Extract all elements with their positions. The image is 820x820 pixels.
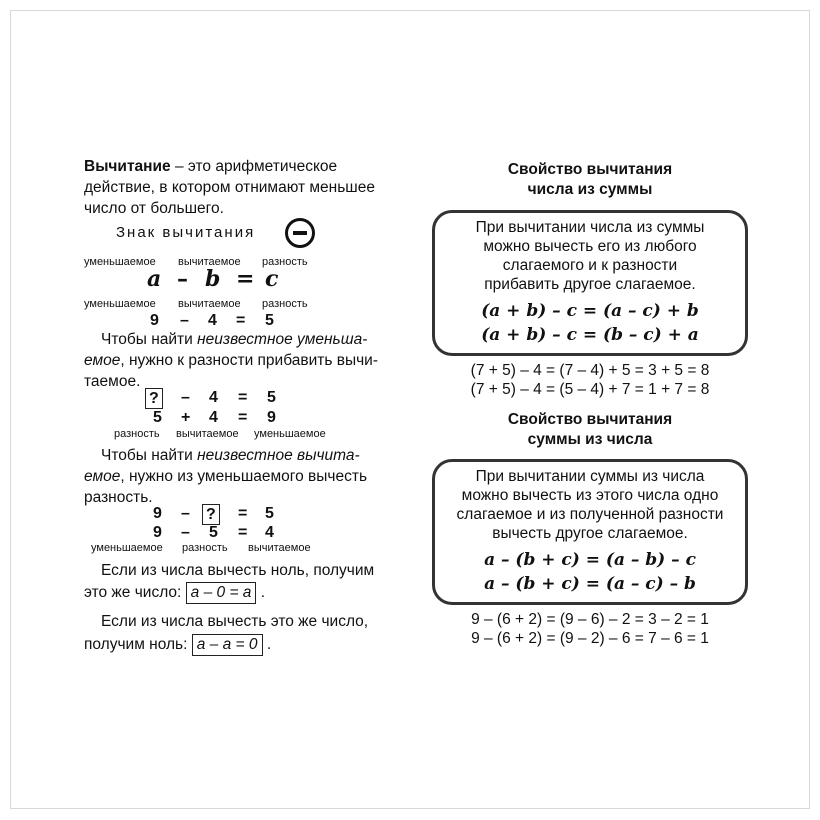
example1-b: 4 [208,312,217,329]
example3-row2-a: 9 [153,524,162,541]
same-rule-line-2: получим ноль: a – a = 0 . [84,634,271,656]
definition-line-2: действие, в котором отнимают меньшее [84,179,375,196]
example3-row1-c: 5 [265,505,274,522]
rule-minuend-line-1: Чтобы найти неизвестное уменьша- [101,331,368,348]
rule-subtrahend-line-3: разность. [84,489,153,506]
example2-row2-b: 4 [209,409,218,426]
zero-rule-line-2: это же число: a – 0 = a . [84,582,265,604]
formula-a: a [147,266,162,292]
example3-row2-op: – [181,524,190,541]
property1-example-2: (7 + 5) – 4 = (5 – 4) + 7 = 1 + 7 = 8 [470,381,710,398]
term-subtrahend: вычитаемое [248,542,311,554]
unknown-minuend-box: ? [145,388,163,409]
property2-card [432,459,748,605]
example2-row2-op: + [181,409,191,426]
example2-row1-b: 4 [209,389,218,406]
formula-c: c [265,266,279,292]
example3-row1-op: – [181,505,190,522]
property2-example-1: 9 – (6 + 2) = (9 – 6) – 2 = 3 – 2 = 1 [471,611,709,628]
example3-row1-eq: = [238,505,248,522]
formula-minus: – [177,266,188,292]
rule-minuend-line-2: емое, нужно к разности прибавить вычи- [84,352,378,369]
zero-rule-line-1: Если из числа вычесть ноль, получим [101,562,375,579]
rule-subtrahend-line-1: Чтобы найти неизвестное вычита- [101,447,360,464]
example3-row1-a: 9 [153,505,162,522]
rule-subtrahend-line-2: емое, нужно из уменьшаемого вычесть [84,468,368,485]
definition-line-3: число от большего. [84,200,224,217]
property2-formula-2: a – (b + c) = (a – c) – b [484,574,696,594]
example1-a: 9 [150,312,159,329]
example2-row2-c: 9 [267,409,276,426]
term-subtrahend: вычитаемое [178,256,241,268]
definition-term: Вычитание [84,158,171,175]
property2-formula-1: a – (b + c) = (a – b) – c [484,550,696,570]
property1-heading: Свойство вычитания числа из суммы [507,161,673,198]
formula-b: b [205,266,221,292]
property1-example-1: (7 + 5) – 4 = (7 – 4) + 5 = 3 + 5 = 8 [470,362,710,379]
term-subtrahend: вычитаемое [176,428,239,440]
example2-row1-op: – [181,389,190,406]
same-rule-formula: a – a = 0 [192,634,263,656]
example2-row2-a: 5 [153,409,162,426]
example1-eq: = [236,312,246,329]
example2-row2-eq: = [238,409,248,426]
example3-row2-c: 4 [265,524,274,541]
unknown-subtrahend-box: ? [202,504,220,525]
example2-row1-c: 5 [267,389,276,406]
term-minuend: уменьшаемое [91,542,163,554]
term-minuend: уменьшаемое [84,256,156,268]
definition-line-1: Вычитание – это арифметическое [84,158,338,175]
minus-circle-icon [285,218,315,248]
property2-example-2: 9 – (6 + 2) = (9 – 2) – 6 = 7 – 6 = 1 [471,630,709,647]
property2-text: При вычитании суммы из числа можно вычесть из этого числа одно слагаемое и из полученной разности вычесть другое слагаемое. [456,468,724,542]
term-subtrahend: вычитаемое [178,298,241,310]
term-difference: разность [114,428,160,440]
property1-formula-2: (a + b) – c = (b – c) + a [481,325,699,345]
same-rule-line-1: Если из числа вычесть это же число, [101,613,369,630]
property2-heading: Свойство вычитания суммы из числа [507,411,673,448]
rule-minuend-line-3: таемое. [84,373,141,390]
term-difference: разность [262,256,308,268]
example2-row1-eq: = [238,389,248,406]
term-difference: разность [182,542,228,554]
zero-rule-formula: a – 0 = a [186,582,257,604]
term-minuend: уменьшаемое [84,298,156,310]
property1-card [432,210,748,356]
term-difference: разность [262,298,308,310]
example3-row2-eq: = [238,524,248,541]
property1-text: При вычитании числа из суммы можно вычесть его из любого слагаемого и к разности прибавить другое слагаемое. [475,219,705,293]
example3-row2-b: 5 [209,524,218,541]
sign-label: Знак вычитания [116,224,256,241]
example1-c: 5 [265,312,274,329]
formula-eq: = [236,266,255,292]
term-minuend: уменьшаемое [254,428,326,440]
example1-op: – [180,312,189,329]
property1-formula-1: (a + b) – c = (a – c) + b [481,301,699,321]
